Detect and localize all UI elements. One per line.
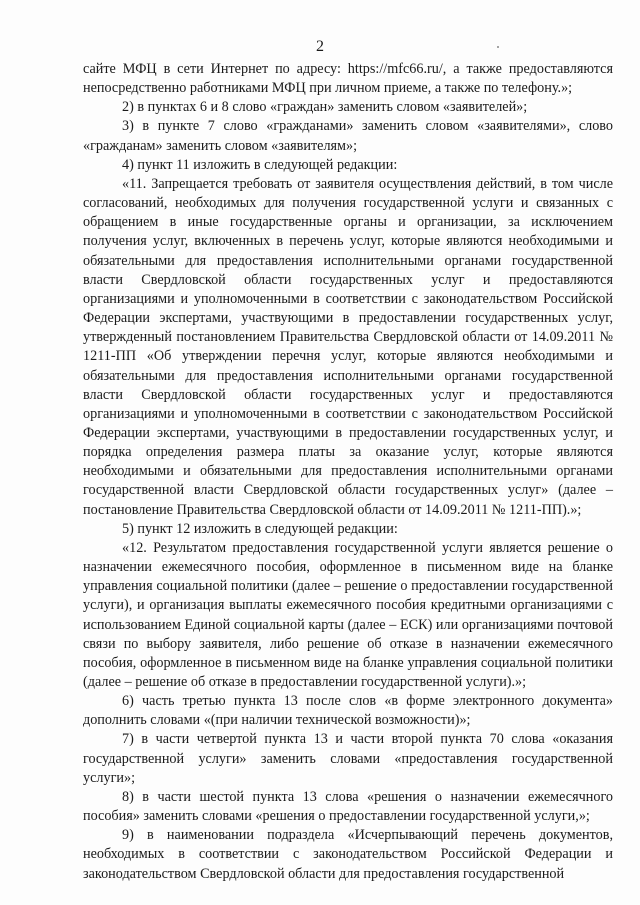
- paragraph-clause-11: «11. Запрещается требовать от заявителя осуществления действий, в том числе согласований, необходимых для получения государственной услуги и связанных с обращением в иные государственные органы и организации, за исключением получения услуг, включенных в перечень услуг, которые являются необходимыми и обязательными для предоставления исполнительными органами государственной власти Свердловской области государственных услуг и предоставляются организациями и уполномоченными в соответствии с законодательством Российской Федерации экспертами, участвующими в предоставлении государственных услуг, утвержденный постановлением Правительства Свердловской области от 14.09.2011 № 1211-ПП «Об утверждении перечня услуг, которые являются необходимыми и обязательными для предоставления исполнительными органами государственной власти Свердловской области государственных услуг и предоставляются организациями и уполномоченными в соответствии с законодательством Российской Федерации экспертами, участвующими в предоставлении государственных услуг, и порядка определения размера платы за оказание услуг, которые являются необходимыми и обязательными для предоставления исполнительными органами государственной власти Свердловской области государственных услуг» (далее – постановление Правительства Свердловской области от 14.09.2011 № 1211-ПП).»;: [83, 175, 613, 518]
- paragraph-item-7: 7) в части четвертой пункта 13 и части второй пункта 70 слова «оказания государственной услуги» заменить словами «предоставления государственной услуги»;: [83, 731, 613, 786]
- paragraph-item-3: 3) в пункте 7 слово «гражданами» заменить словом «заявителями», слово «гражданам» заменить словом «заявителям»;: [83, 118, 613, 154]
- document-body: [83, 60, 613, 884]
- page-number: 2: [316, 38, 324, 55]
- scan-speck: [497, 46, 499, 48]
- paragraph-item-5: 5) пункт 12 изложить в следующей редакции:: [122, 520, 398, 537]
- paragraph-item-9: 9) в наименовании подраздела «Исчерпывающий перечень документов, необходимых в соответствии с законодательством Российской Федерации и законодательством Свердловской области для предоставления государственной: [83, 827, 613, 882]
- paragraph-item-4: 4) пункт 11 изложить в следующей редакции:: [122, 156, 398, 173]
- paragraph-continuation: сайте МФЦ в сети Интернет по адресу: https://mfc66.ru/, а также предоставляются непосредственно работниками МФЦ при личном приеме, а также по телефону.»;: [83, 61, 613, 97]
- paragraph-item-6: 6) часть третью пункта 13 после слов «в форме электронного документа» дополнить словами «(при наличии технической возможности)»;: [83, 693, 613, 729]
- paragraph-item-8: 8) в части шестой пункта 13 слова «решения о назначении ежемесячного пособия» заменить словами «решения о предоставлении государственной услуги,»;: [83, 788, 613, 825]
- paragraph-item-2: 2) в пунктах 6 и 8 слово «граждан» заменить словом «заявителей»;: [122, 99, 528, 116]
- paragraph-clause-12: «12. Результатом предоставления государственной услуги является решение о назначении ежемесячного пособия, оформленное в письменном виде на бланке управления социальной политики (далее – решение о предоставлении государственной услуги), и организация выплаты ежемесячного пособия кредитными организациями с использованием Единой социальной карты (далее – ЕСК) или организациями почтовой связи по выбору заявителя, либо решение об отказе в назначении ежемесячного пособия, оформленное в письменном виде на бланке управления социальной политики (далее – решение об отказе в предоставлении государственной услуги).»;: [83, 539, 613, 690]
